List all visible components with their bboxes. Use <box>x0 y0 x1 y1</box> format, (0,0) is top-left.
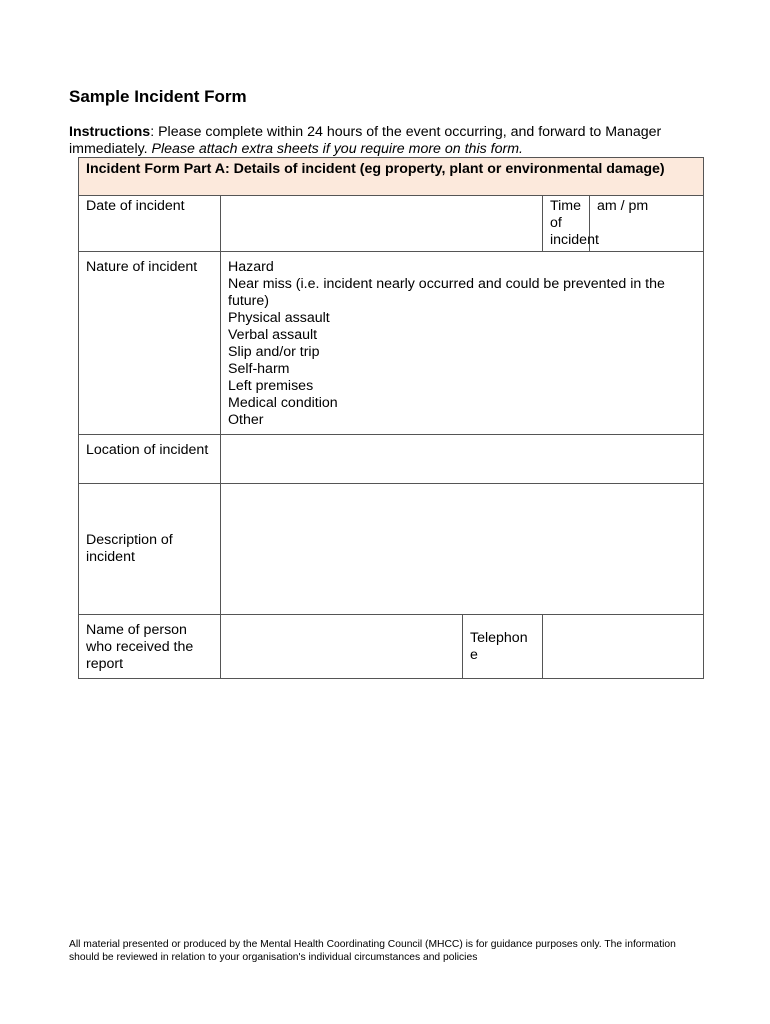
instructions-label: Instructions <box>69 124 151 140</box>
receiver-label: Name of person who received the report <box>79 615 221 679</box>
telephone-field[interactable] <box>543 615 704 679</box>
nature-option-medical-condition[interactable]: Medical condition <box>228 395 338 411</box>
receiver-field[interactable] <box>221 615 463 679</box>
form-section-header: Incident Form Part A: Details of incident (eg property, plant or environmental damage) <box>79 158 704 196</box>
nature-label: Nature of incident <box>79 252 221 435</box>
date-field[interactable] <box>221 196 543 252</box>
nature-option-hazard[interactable]: Hazard <box>228 259 274 275</box>
location-label: Location of incident <box>79 435 221 484</box>
date-label: Date of incident <box>79 196 221 252</box>
nature-option-near-miss[interactable]: Near miss (i.e. incident nearly occurred and could be prevented in the future) <box>228 276 665 309</box>
description-field[interactable] <box>221 484 704 615</box>
nature-options <box>221 252 704 435</box>
location-field[interactable] <box>221 435 704 484</box>
incident-form-table <box>78 157 704 679</box>
instructions-note: Please attach extra sheets if you require more on this form. <box>151 141 523 157</box>
instructions-text: : Please complete within 24 hours of the event occurring, and forward to Manager immediately. <box>69 124 662 157</box>
time-label: Time of incident <box>543 196 590 252</box>
page-title: Sample Incident Form <box>69 87 247 106</box>
nature-option-left-premises[interactable]: Left premises <box>228 378 314 394</box>
telephone-label: Telephon e <box>463 615 543 679</box>
nature-option-self-harm[interactable]: Self-harm <box>228 361 290 377</box>
instructions <box>69 124 709 158</box>
ampm-field[interactable]: am / pm <box>590 196 704 252</box>
nature-option-slip-trip[interactable]: Slip and/or trip <box>228 344 320 360</box>
nature-option-verbal-assault[interactable]: Verbal assault <box>228 327 318 343</box>
footer-disclaimer: All material presented or produced by the Mental Health Coordinating Council (MHCC) is for guidance purposes only. The information should be reviewed in relation to your organisation's individual circumstances and policies <box>69 939 676 963</box>
nature-option-physical-assault[interactable]: Physical assault <box>228 310 330 326</box>
description-label: Description of incident <box>79 484 221 615</box>
nature-option-other[interactable]: Other <box>228 412 264 428</box>
